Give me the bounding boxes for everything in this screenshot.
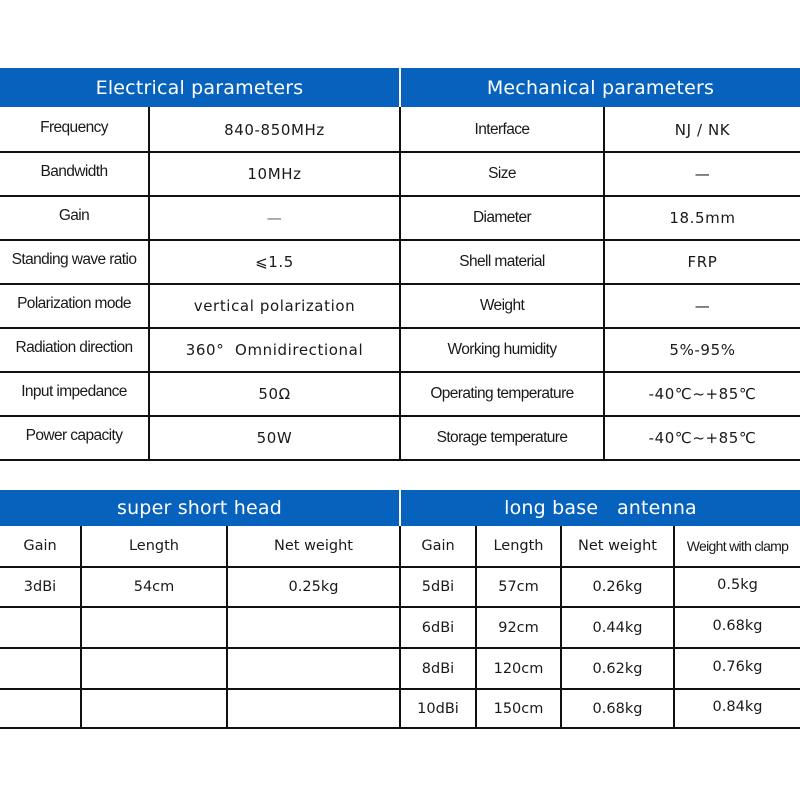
electrical-value: —: [266, 209, 283, 227]
mechanical-label: Diameter: [472, 209, 532, 226]
electrical-value: 360° Omnidirectional: [185, 341, 364, 359]
table-cell: 57cm: [498, 579, 539, 595]
mechanical-label: Storage temperature: [436, 429, 568, 446]
long-base-antenna-title: long base antenna: [504, 497, 697, 519]
table-cell: 0.44kg: [592, 619, 643, 636]
table-cell: 0.68kg: [592, 700, 643, 717]
table-cell: 92cm: [498, 619, 539, 636]
column-header-net-weight: Net weight: [578, 538, 657, 554]
electrical-label: Radiation direction: [15, 339, 133, 356]
mechanical-value: 18.5mm: [669, 209, 736, 227]
electrical-label: Bandwidth: [40, 163, 108, 180]
mechanical-label: Shell material: [459, 253, 545, 270]
table-cell: 120cm: [493, 660, 544, 677]
mechanical-parameters-header: [401, 68, 800, 107]
super-short-head-title: super short head: [116, 497, 283, 519]
electrical-value: vertical polarization: [193, 297, 356, 315]
electrical-label: Frequency: [40, 119, 108, 136]
table-cell: 3dBi: [23, 579, 57, 595]
column-header-weight-with-clamp: Weight with clamp: [686, 538, 789, 554]
electrical-parameters-header: [0, 68, 399, 107]
mechanical-label: Working humidity: [447, 341, 557, 358]
electrical-label: Gain: [58, 207, 90, 224]
table-cell: 10dBi: [417, 700, 459, 717]
mechanical-value: 5%-95%: [669, 341, 736, 359]
table-cell: 150cm: [493, 700, 544, 717]
mechanical-label: Size: [488, 165, 516, 182]
mechanical-value: —: [694, 297, 711, 315]
mechanical-value: -40℃~+85℃: [648, 385, 757, 403]
table-cell: 0.26kg: [592, 579, 643, 595]
table-cell: 0.68kg: [712, 617, 763, 634]
table-cell: 8dBi: [421, 660, 455, 677]
mechanical-value: FRP: [687, 253, 718, 271]
mechanical-parameters-title: Mechanical parameters: [486, 76, 715, 99]
table-cell: 0.62kg: [592, 660, 643, 677]
column-header-length: Length: [128, 538, 179, 554]
mechanical-value: -40℃~+85℃: [648, 429, 757, 447]
electrical-label: Polarization mode: [17, 295, 131, 312]
table-cell: 0.76kg: [712, 658, 763, 675]
mechanical-label: Operating temperature: [430, 385, 574, 402]
mechanical-value: NJ / NK: [674, 121, 731, 139]
electrical-value: 50W: [256, 429, 293, 447]
column-header-gain: Gain: [421, 538, 455, 554]
table-cell: 0.5kg: [717, 577, 758, 593]
electrical-label: Standing wave ratio: [11, 251, 137, 268]
table-cell: 5dBi: [421, 579, 455, 595]
table-cell: 6dBi: [421, 619, 455, 636]
electrical-label: Input impedance: [21, 383, 127, 400]
super-short-head-header: [0, 490, 399, 526]
table-cell: 0.84kg: [712, 698, 763, 715]
table-cell: 54cm: [133, 579, 175, 595]
electrical-label: Power capacity: [25, 427, 123, 444]
grid-hline: [0, 459, 800, 461]
column-header-net-weight: Net weight: [274, 538, 353, 554]
column-header-length: Length: [493, 538, 544, 554]
table-cell: 0.25kg: [288, 579, 339, 595]
mechanical-label: Weight: [479, 297, 525, 314]
electrical-value: 10MHz: [247, 165, 302, 183]
electrical-parameters-title: Electrical parameters: [95, 76, 304, 99]
electrical-value: 840-850MHz: [224, 121, 325, 139]
grid-hline: [0, 727, 800, 729]
long-base-antenna-header: [401, 490, 800, 526]
mechanical-value: —: [694, 165, 711, 183]
mechanical-label: Interface: [474, 121, 530, 138]
electrical-value: 50Ω: [258, 385, 291, 403]
electrical-value: ⩽1.5: [255, 253, 294, 271]
column-header-gain: Gain: [23, 538, 57, 554]
